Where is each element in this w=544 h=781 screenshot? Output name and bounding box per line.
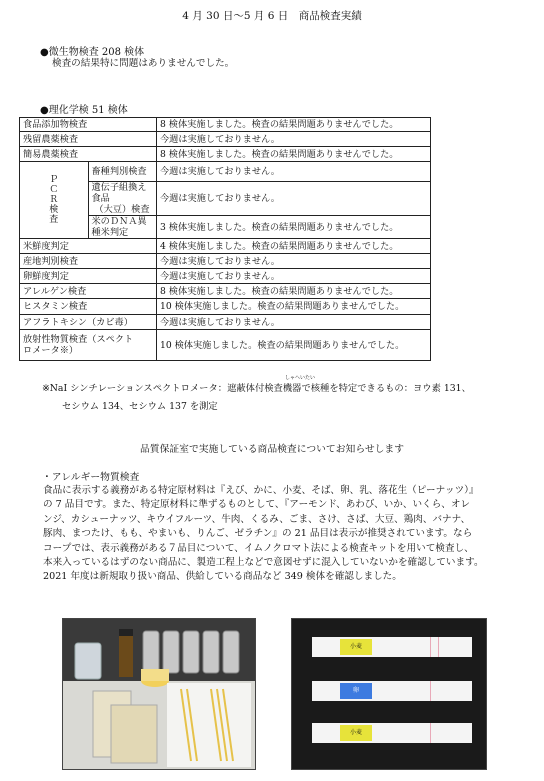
item-cell: 米鮮度判定 [20,239,157,254]
pcr-label: Ｐ Ｃ Ｒ 検 査 [20,162,89,239]
result-cell: 今週は実施しておりません。 [157,269,431,284]
phys-table [19,117,431,361]
strip-label: 卵 [340,683,372,699]
paragraph-line: ンジ、カシューナッツ、キウイフルーツ、牛肉、くるみ、ごま、さけ、さば、大豆、鶏肉、バナナ、 [43,513,471,525]
table-row [20,239,431,254]
allergy-paragraph [43,484,513,585]
table-row [20,330,431,361]
table-row [20,299,431,315]
result-cell: 10 検体実施しました。検査の結果問題ありませんでした。 [157,299,431,315]
table-row [20,269,431,284]
test-strips-photo [291,618,487,770]
micro-heading: ●微生物検査 208 検体 [40,47,145,58]
allergy-subheading: ・アレルギー物質検査 [42,472,140,483]
result-cell: 3 検体実施しました。検査の結果問題ありませんでした。 [157,216,431,239]
paragraph-line: 食品に表示する義務がある特定原材料は『えび、かに、小麦、そば、卵、乳、落花生（ピーナッツ）』 [43,485,479,496]
strip-line [430,681,431,701]
table-row [20,132,431,147]
item-cell: アレルゲン検査 [20,284,157,299]
test-materials-photo [62,618,256,770]
result-cell: 今週は実施しておりません。 [157,254,431,269]
test-strip [312,723,472,743]
paragraph-line: 2021 年度は新規取り扱い商品、供給している商品など 349 検体を確認しました。 [43,571,402,583]
table-row [20,162,431,182]
phys-heading: ●理化学検 51 検体 [40,105,128,116]
result-cell: 今週は実施しておりません。 [157,132,431,147]
paragraph-line: の 7 品目です。また、特定原材料に準ずるものとして、『アーモンド、あわび、いか、いくら、オレ [43,499,471,511]
paragraph-line: 豚肉、まつたけ、もも、やまいも、りんご、ゼラチン』の 21 品目は表示が推奨されています。なら [43,528,473,540]
result-cell: 4 検体実施しました。検査の結果問題ありませんでした。 [157,239,431,254]
table-row [20,147,431,162]
table-row [20,254,431,269]
table-row [20,118,431,132]
micro-result-text: 検査の結果特に問題はありませんでした。 [52,58,235,69]
note-line-1: ※NaI シンチレーションスペクトロメータ：遮蔽体付検査機器で核種を特定できるもの：ヨウ素 131、 [42,383,471,394]
paragraph-line: 本来入っているはずのない商品に、製造工程上などで意図せずに混入していないかを確認しています。 [43,557,484,569]
result-cell: 今週は実施しておりません。 [157,315,431,330]
result-cell: 10 検体実施しました。検査の結果問題ありませんでした。 [157,330,431,361]
result-cell: 8 検体実施しました。検査の結果問題ありませんでした。 [157,147,431,162]
strip-line [438,637,439,657]
item-cell: 遺伝子組換え食品 （大豆）検査 [88,182,157,216]
result-cell: 8 検体実施しました。検査の結果問題ありませんでした。 [157,284,431,299]
item-cell: ヒスタミン検査 [20,299,157,315]
result-cell: 今週は実施しておりません。 [157,182,431,216]
section-heading: 品質保証室で実施している商品検査についてお知らせします [139,444,405,455]
item-cell: アフラトキシン（カビ毒） [20,315,157,330]
strip-label: 小麦 [340,639,372,655]
page-title: 4 月 30 日〜5 月 6 日 商品検査実績 [182,10,362,22]
item-cell: 簡易農薬検査 [20,147,157,162]
item-cell: 畜種判別検査 [88,162,157,182]
table-row [20,284,431,299]
item-cell: 残留農薬検査 [20,132,157,147]
item-cell: 食品添加物検査 [20,118,157,132]
result-cell: 8 検体実施しました。検査の結果問題ありませんでした。 [157,118,431,132]
strip-line [430,723,431,743]
item-cell: 産地判別検査 [20,254,157,269]
result-cell: 今週は実施しておりません。 [157,162,431,182]
test-strip [312,637,472,657]
paragraph-line: コープでは、表示義務がある７品目について、イムノクロマト法による検査キットを用いて検査し、 [43,542,474,554]
strip-label: 小麦 [340,725,372,741]
ruby-text: しゃへいたい [285,375,316,381]
item-cell: 卵鮮度判定 [20,269,157,284]
note-line-2: セシウム 134、セシウム 137 を測定 [62,401,218,412]
strip-line [430,637,431,657]
table-row [20,315,431,330]
test-strip [312,681,472,701]
item-cell: 米のＤＮＡ異種米判定 [88,216,157,239]
item-cell: 放射性物質検査（スペクト ロメータ※） [20,330,157,361]
test-materials-illustration [63,619,255,769]
